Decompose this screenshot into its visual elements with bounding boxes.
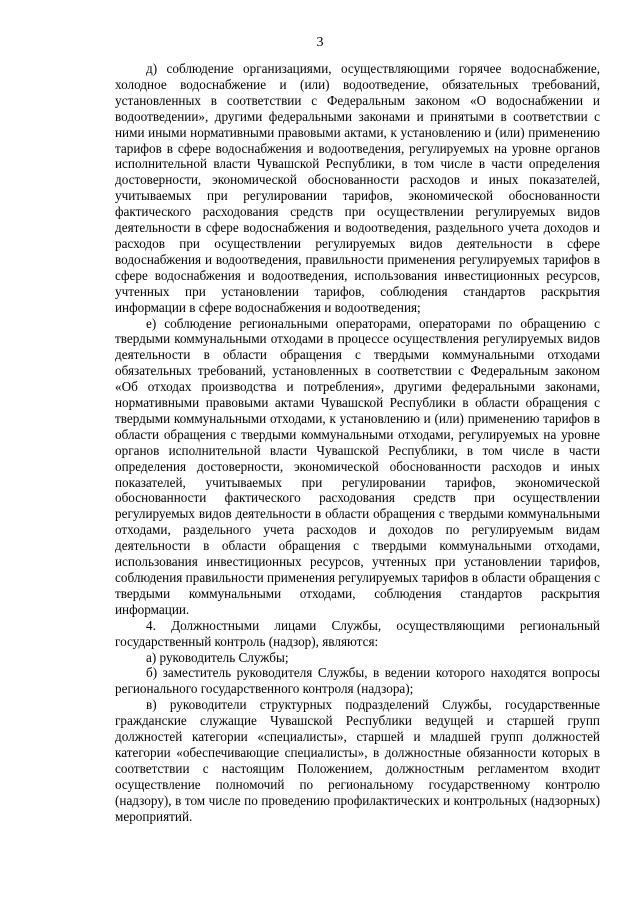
document-body — [115, 61, 600, 825]
paragraph-section-4: 4. Должностными лицами Службы, осуществляющими региональный государственный контроль (надзор), являются: — [115, 617, 600, 649]
paragraph-item-a: а) руководитель Службы; — [146, 649, 289, 665]
paragraph-item-d: д) соблюдение организациями, осуществляющими горячее водоснабжение, холодное водоснабжение и (или) водоотведение, обязательных требований, установленных в соответствии с Федеральным законом «О водоснабжении и водоотведении», другими федеральными законами и принятыми в соответствии с ними иными нормативными правовыми актами, к установлению и (или) применению тарифов в сфере водоснабжения и водоотведения, регулируемых на уровне органов исполнительной власти Чувашской Республики, в том числе в части определения достоверности, экономической обоснованности расходов и иных показателей, учитываемых при регулировании тарифов, экономической обоснованности фактического расходования средств при осуществлении регулируемых видов деятельности в сфере водоснабжения и водоотведения, раздельного учета доходов и расходов при осуществлении регулируемых видов деятельности в сфере водоснабжения и водоотведения, правильности применения регулируемых тарифов в сфере водоснабжения и водоотведения, использования инвестиционных ресурсов, учтенных при установлении тарифов, соблюдения стандартов раскрытия информации в сфере водоснабжения и водоотведения; — [115, 61, 600, 315]
page-number: 3 — [316, 35, 324, 50]
paragraph-item-e: е) соблюдение региональными операторами, операторами по обращению с твердыми коммунальными отходами в процессе осуществления регулируемых видов деятельности в области обращения с твердыми коммунальными отходами обязательных требований, установленных в соответствии с Федеральным законом «Об отходах производства и потребления», другими федеральными законами, нормативными правовыми актами Чувашской Республики в области обращения с твердыми коммунальными отходами, к установлению и (или) применению тарифов в области обращения с твердыми коммунальными отходами, регулируемых на уровне органов исполнительной власти Чувашской Республики, в том числе в части определения достоверности, экономической обоснованности расходов и иных показателей, учитываемых при регулировании тарифов, экономической обоснованности фактического расходования средств при осуществлении регулируемых видов деятельности в области обращения с твердыми коммунальными отходами, раздельного учета расходов и доходов по регулируемым видам деятельности в области обращения с твердыми коммунальными отходами, использования инвестиционных ресурсов, учтенных при установлении тарифов, соблюдения правильности применения регулируемых тарифов в области обращения с твердыми коммунальными отходами, соблюдения стандартов раскрытия информации. — [115, 315, 600, 617]
paragraph-item-b: б) заместитель руководителя Службы, в ведении которого находятся вопросы регионального государственного контроля (надзора); — [115, 665, 600, 697]
paragraph-item-v: в) руководители структурных подразделений Службы, государственные гражданские служащие Чувашской Республики ведущей и старшей групп должностей категории «специалисты», старшей и младшей групп должностей категории «обеспечивающие специалисты», в должностные обязанности которых в соответствии с настоящим Положением, должностным регламентом входит осуществление полномочий по региональному государственному контролю (надзору), в том числе по проведению профилактических и контрольных (надзорных) мероприятий. — [115, 697, 600, 824]
